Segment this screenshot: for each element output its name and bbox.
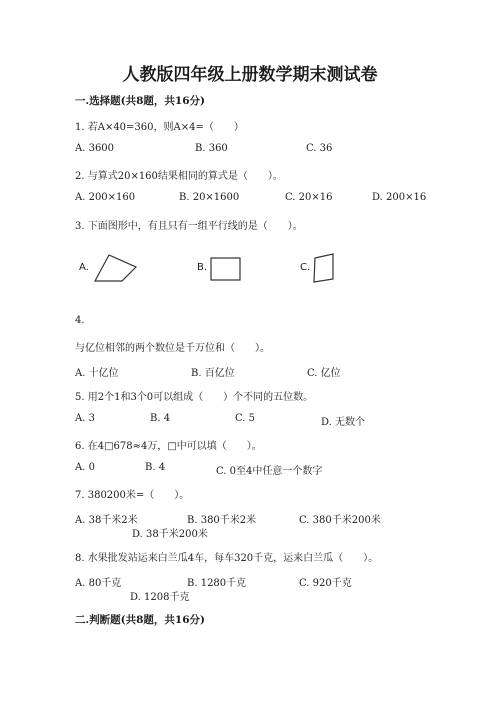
q6-option-b: B. 4 — [145, 462, 166, 473]
q3-label-c: C. — [300, 262, 311, 273]
question-6: 6. 在4□678≈4万，□中可以填（ ）。 — [75, 441, 262, 452]
section-heading-judgement: 二.判断题(共8题，共16分) — [75, 614, 206, 626]
q4-option-c: C. 亿位 — [307, 368, 341, 379]
q2-option-d: D. 200×16 — [372, 192, 427, 203]
q1-option-c: C. 36 — [306, 143, 333, 154]
q1-option-b: B. 360 — [195, 143, 228, 154]
q5-option-c: C. 5 — [235, 413, 256, 424]
q8-option-a: A. 80千克 — [75, 578, 122, 589]
question-4: 与亿位相邻的两个数位是千万位和（ ）。 — [75, 343, 270, 354]
q2-option-b: B. 20×1600 — [179, 192, 240, 203]
q3-label-b: B. — [197, 262, 208, 273]
trapezoid-shape — [92, 252, 140, 284]
q7-option-a: A. 38千米2米 — [75, 515, 138, 526]
question-8: 8. 水果批发站运来白兰瓜4车，每车320千克，运来白兰瓜（ ）。 — [75, 553, 379, 564]
q1-option-a: A. 3600 — [75, 143, 115, 154]
q5-option-b: B. 4 — [150, 413, 171, 424]
q5-option-a: A. 3 — [75, 413, 95, 424]
q6-option-c: C. 0至4中任意一个数字 — [216, 466, 323, 477]
rectangle-shape — [209, 256, 243, 282]
q7-option-b: B. 380千米2米 — [187, 515, 257, 526]
q5-option-d: D. 无数个 — [321, 417, 366, 428]
question-7: 7. 380200米=（ ）。 — [75, 490, 190, 501]
question-3: 3. 下面图形中，有且只有一组平行线的是（ ）。 — [75, 221, 303, 232]
question-4-number: 4. — [75, 315, 85, 326]
q7-option-d: D. 38千米200米 — [132, 529, 208, 540]
q8-option-d: D. 1208千克 — [130, 592, 190, 603]
q7-option-c: C. 380千米200米 — [299, 515, 381, 526]
q6-option-a: A. 0 — [75, 462, 95, 473]
quadrilateral-shape — [311, 251, 337, 285]
q4-option-b: B. 百亿位 — [191, 368, 235, 379]
page-title: 人教版四年级上册数学期末测试卷 — [122, 65, 378, 85]
q4-option-a: A. 十亿位 — [75, 368, 119, 379]
question-5: 5. 用2个1和3个0可以组成（ ）个不同的五位数。 — [75, 392, 314, 403]
q2-option-a: A. 200×160 — [75, 192, 136, 203]
q8-option-b: B. 1280千克 — [187, 578, 247, 589]
q8-option-c: C. 920千克 — [299, 578, 352, 589]
question-2: 2. 与算式20×160结果相同的算式是（ ）。 — [75, 171, 283, 182]
question-1: 1. 若A×40=360，则A×4=（ ） — [75, 122, 244, 133]
section-heading-choice: 一.选择题(共8题，共16分) — [75, 95, 206, 107]
q3-label-a: A. — [79, 262, 89, 273]
q2-option-c: C. 20×16 — [285, 192, 333, 203]
